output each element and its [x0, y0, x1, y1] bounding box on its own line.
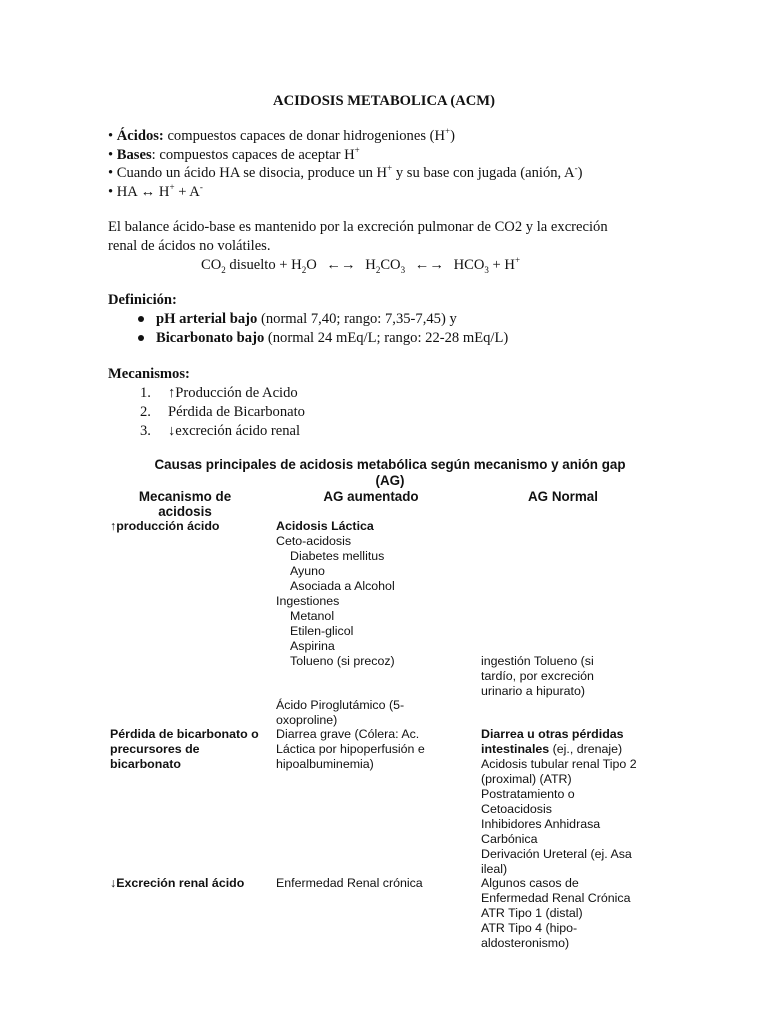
table-title-line: Causas principales de acidosis metabólica según mecanismo y anión gap [154, 457, 626, 472]
sup: - [574, 163, 578, 174]
cell-line: Etilen-glicol [290, 624, 354, 638]
eq-part: CO [380, 257, 401, 273]
sup: + [387, 163, 393, 174]
balance-paragraph [108, 218, 668, 256]
item-bold: Bicarbonato bajo [156, 330, 265, 346]
item-text: ↓excreción ácido renal [168, 423, 301, 439]
definicion-section [108, 291, 668, 348]
row3-ag-aumentado: Enfermedad Renal crónica [276, 876, 423, 890]
sub: 3 [484, 264, 489, 275]
item-number: 2. [140, 404, 151, 420]
sub: 2 [301, 264, 307, 275]
cell-line: Derivación Ureteral (ej. Asa ileal) [481, 847, 632, 876]
item-text: Pérdida de Bicarbonato [168, 404, 305, 420]
bullet-acidos [108, 127, 455, 146]
paragraph-line: renal de ácidos no volátiles. [108, 238, 271, 254]
sup: + [169, 182, 175, 193]
row2-mechanism: Pérdida de bicarbonato o precursores de bicarbonato [110, 727, 259, 771]
bullet-dot-icon [138, 316, 144, 322]
double-arrow-icon: ←→ [326, 257, 356, 273]
definicion-item [108, 329, 668, 348]
bullet-mark: • [108, 184, 114, 200]
bullet-text: ) [450, 128, 455, 144]
sub: 2 [221, 264, 226, 275]
item-text: (normal 24 mEq/L; rango: 22-28 mEq/L) [264, 330, 509, 346]
col-header-ag-aumentado: AG aumentado [323, 489, 419, 504]
cell-line [481, 727, 643, 757]
section-heading: Definición: [108, 292, 177, 308]
bullet-disocia [108, 164, 582, 183]
bullet-text: : compuestos capaces de aceptar H [151, 147, 355, 163]
bullet-text: ) [577, 165, 583, 181]
cell-line: Algunos casos de Enfermedad Renal Crónica [481, 876, 631, 905]
row3-ag-normal [481, 876, 639, 951]
bullet-mark: • [108, 147, 114, 163]
bullet-text: Cuando un ácido HA se disocia, produce un H [116, 165, 388, 181]
sup: + [354, 145, 360, 156]
document-title: ACIDOSIS METABOLICA (ACM) [273, 93, 495, 109]
row2-ag-aumentado: Diarrea grave (Cólera: Ac. Láctica por hipoperfusión e hipoalbuminemia) [276, 727, 425, 771]
item-number: 1. [140, 385, 151, 401]
cell-line: Inhibidores Anhidrasa Carbónica [481, 817, 601, 846]
cell-line: Ceto-acidosis [276, 534, 352, 548]
cell-line: Ayuno [290, 564, 325, 578]
row1-ag-aumentado [276, 519, 466, 669]
eq-part: H [365, 257, 376, 273]
bullet-label: Ácidos: [116, 128, 164, 144]
eq-part: CO [201, 257, 222, 273]
cell-line: ATR Tipo 1 (distal) [481, 906, 583, 920]
bullet-ha [108, 183, 203, 202]
bullet-label: Bases [116, 147, 152, 163]
cell-line: Postratamiento o Cetoacidosis [481, 787, 575, 816]
table-title-line: (AG) [375, 473, 405, 488]
row1-ag-normal: ingestión Tolueno (si tardío, por excreción urinario a hipurato) [481, 654, 594, 698]
item-number: 3. [140, 423, 151, 439]
sub: 2 [375, 264, 381, 275]
row3-mechanism: ↓Excreción renal ácido [110, 876, 245, 890]
item-bold: pH arterial bajo [156, 311, 258, 327]
bullet-text: + A [174, 184, 200, 200]
bullet-text: compuestos capaces de donar hidrogeniones (H [163, 128, 446, 144]
equation [201, 256, 520, 275]
bullet-text: HA ↔ H [116, 184, 170, 200]
mecanismo-item [108, 422, 668, 441]
item-text: ↑Producción de Acido [168, 385, 298, 401]
item-text: (normal 7,40; rango: 7,35-7,45) y [257, 311, 457, 327]
paragraph-line: El balance ácido-base es mantenido por la excreción pulmonar de CO2 y la excreción [108, 219, 608, 235]
bullet-mark: • [108, 165, 114, 181]
col-header-ag-normal: AG Normal [528, 489, 598, 504]
row2-ag-normal [481, 727, 643, 877]
sup: - [199, 182, 203, 193]
eq-part: HCO [453, 257, 485, 273]
cell-line: Metanol [290, 609, 335, 623]
mecanismos-section [108, 365, 668, 441]
sup: + [514, 255, 521, 266]
cell-line: Tolueno (si precoz) [290, 654, 395, 668]
section-heading: Mecanismos: [108, 366, 190, 382]
definicion-item [108, 310, 668, 329]
cell-text: (ej., drenaje) [549, 742, 623, 756]
cell-bold: Diarrea u otras pérdidas intestinales [481, 727, 624, 756]
row1-ag-aumentado-extra: Ácido Piroglutámico (5-oxoproline) [276, 698, 405, 727]
bullet-text: y su base con jugada (anión, A [392, 165, 575, 181]
cell-line: Acidosis tubular renal Tipo 2 (proximal) (ATR) [481, 757, 637, 786]
sup: + [445, 126, 451, 137]
cell-line: Diabetes mellitus [290, 549, 385, 563]
bullet-mark: • [108, 128, 114, 144]
eq-part: O [306, 257, 317, 273]
double-arrow-icon: ←→ [414, 257, 444, 273]
cell-line: Acidosis Láctica [276, 519, 374, 533]
sub: 3 [400, 264, 406, 275]
bullet-dot-icon [138, 335, 144, 341]
mecanismo-item [108, 384, 668, 403]
cell-line: Asociada a Alcohol [290, 579, 395, 593]
row1-mechanism: ↑producción ácido [110, 519, 220, 533]
cell-line: Aspirina [290, 639, 335, 653]
cell-line: Ingestiones [276, 594, 340, 608]
table-title [110, 457, 670, 489]
cell-line: ATR Tipo 4 (hipo-aldosteronismo) [481, 921, 578, 950]
eq-part: + H [488, 257, 515, 273]
eq-part: disuelto + H [225, 257, 302, 273]
mecanismo-item [108, 403, 668, 422]
bullet-bases [108, 146, 360, 165]
col-header-mecanismo: Mecanismo de acidosis [138, 489, 232, 519]
